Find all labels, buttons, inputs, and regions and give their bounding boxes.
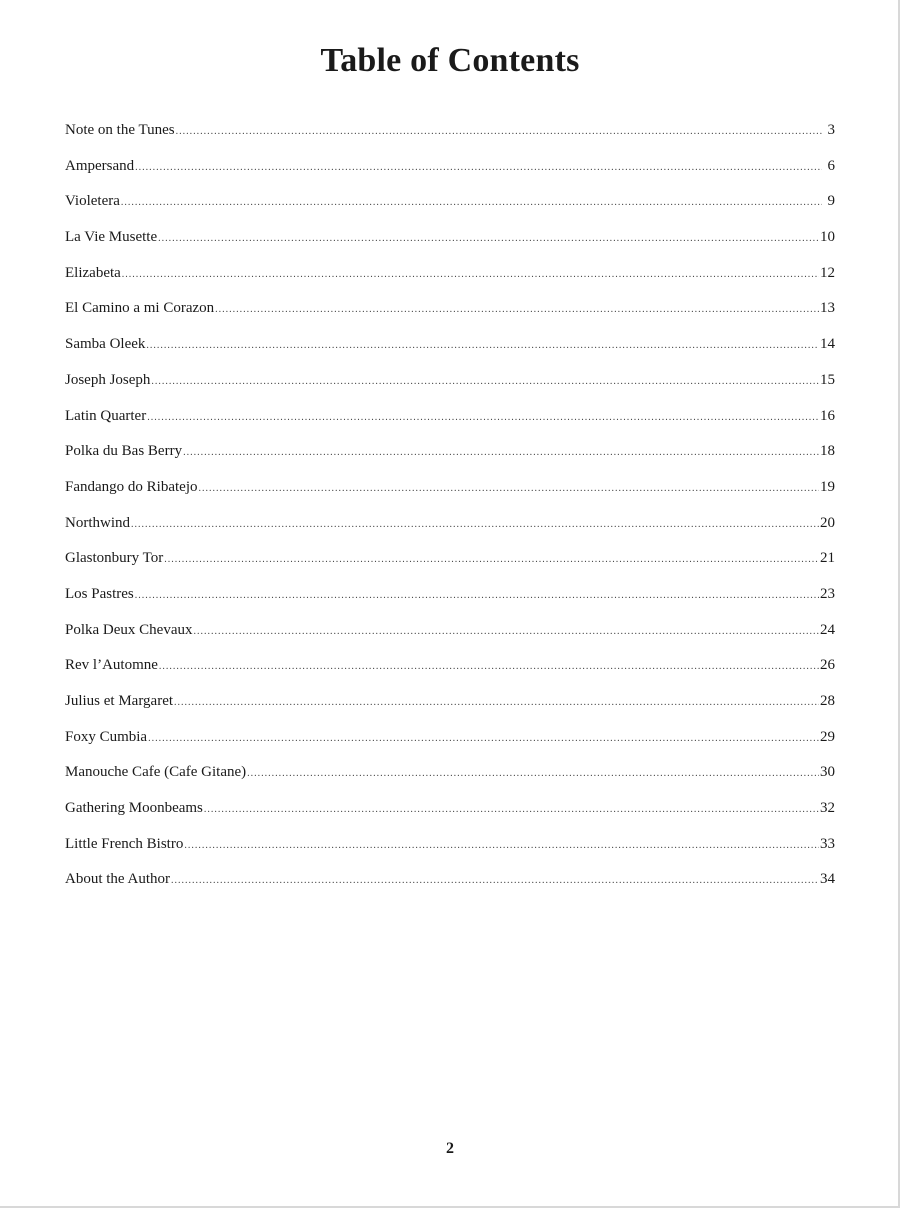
toc-entry-label: Joseph Joseph: [65, 371, 151, 388]
toc-leader-dots: [171, 871, 819, 891]
toc-entry: [65, 834, 835, 870]
toc-entry-label: Gathering Moonbeams: [65, 800, 203, 817]
toc-entry-label: Julius et Margaret: [65, 693, 174, 709]
toc-entry: [65, 727, 835, 763]
toc-entry: [65, 620, 835, 656]
toc-entry: [65, 120, 835, 156]
toc-leader-dots: [198, 479, 819, 499]
toc-leader-dots: [176, 122, 822, 142]
toc-entry-page: 16: [820, 407, 835, 424]
toc-entry-page: 10: [820, 229, 835, 246]
toc-entry: [65, 798, 835, 834]
toc-leader-dots: [247, 764, 819, 784]
toc-entry: [65, 691, 835, 727]
toc-entry-page: 6: [827, 157, 835, 174]
toc-entry-label: Fandango do Ribatejo: [65, 478, 198, 495]
toc-entry-label: Los Pastres: [65, 585, 134, 602]
toc-entry: [65, 513, 835, 549]
toc-leader-dots: [135, 158, 822, 178]
toc-entry: [65, 548, 835, 584]
toc-entry-label: Northwind: [65, 514, 130, 531]
toc-leader-dots: [135, 586, 819, 606]
toc-entry-label: About the Author: [65, 871, 170, 888]
toc-entry-page: 19: [820, 478, 835, 495]
toc-entry-label: Ampersand: [65, 157, 135, 174]
toc-entry-page: 3: [827, 122, 835, 138]
toc-entry-page: 32: [820, 800, 835, 817]
toc-entry: [65, 227, 835, 263]
toc-entry-label: Note on the Tunes: [65, 122, 175, 138]
toc-entry: [65, 370, 835, 406]
toc-entry: [65, 298, 835, 334]
toc-entry-label: Violetera: [65, 193, 120, 210]
toc-entry-page: 34: [820, 871, 835, 888]
toc-entry-page: 21: [820, 550, 835, 567]
toc-leader-dots: [146, 336, 819, 356]
toc-entry-label: Elizabeta: [65, 264, 121, 281]
toc-entry-label: Rev l’Automne: [65, 657, 158, 674]
toc-entry: [65, 441, 835, 477]
toc-entry-label: Manouche Cafe (Cafe Gitane): [65, 764, 247, 781]
toc-entry: [65, 156, 835, 192]
toc-entry-label: La Vie Musette: [65, 229, 158, 246]
toc-leader-dots: [183, 443, 819, 463]
toc-leader-dots: [193, 622, 819, 642]
toc-entry-page: 12: [820, 264, 835, 281]
toc-entry: [65, 191, 835, 227]
toc-entry-page: 28: [820, 693, 835, 709]
toc-entry-page: 18: [820, 443, 835, 460]
toc-entry: [65, 263, 835, 299]
toc-entry-label: Glastonbury Tor: [65, 550, 164, 567]
toc-entry-label: Polka du Bas Berry: [65, 443, 183, 460]
toc-entry: [65, 584, 835, 620]
toc-entry-page: 33: [820, 835, 835, 852]
toc-entry-page: 15: [820, 371, 835, 388]
toc-entry-label: Latin Quarter: [65, 407, 147, 424]
toc-entry-label: Foxy Cumbia: [65, 728, 148, 745]
toc-leader-dots: [164, 550, 819, 570]
toc-leader-dots: [204, 800, 819, 820]
toc-entry-page: 14: [820, 336, 835, 353]
toc-entry-label: Polka Deux Chevaux: [65, 621, 193, 638]
toc-entry-label: Samba Oleek: [65, 336, 146, 353]
toc-entry-page: 29: [820, 728, 835, 745]
toc-leader-dots: [151, 372, 819, 392]
toc-entry-page: 23: [820, 585, 835, 602]
toc-entry-page: 13: [820, 300, 835, 317]
toc-entry-page: 30: [820, 764, 835, 781]
toc-entry: [65, 477, 835, 513]
toc-entry-label: Little French Bistro: [65, 835, 184, 852]
toc-leader-dots: [158, 229, 819, 249]
toc-leader-dots: [215, 300, 819, 320]
toc-entry-page: 20: [820, 514, 835, 531]
toc-entry: [65, 762, 835, 798]
page-number: 2: [446, 1140, 454, 1157]
toc-leader-dots: [122, 265, 819, 285]
toc-entry-page: 24: [820, 621, 835, 638]
toc-entry: [65, 334, 835, 370]
toc-entry: [65, 655, 835, 691]
page-title: Table of Contents: [320, 42, 580, 79]
toc-entry-page: 9: [827, 193, 835, 210]
toc-leader-dots: [184, 836, 819, 856]
toc-leader-dots: [121, 193, 822, 213]
toc-leader-dots: [147, 408, 819, 428]
toc-entry: [65, 406, 835, 442]
toc-leader-dots: [159, 657, 819, 677]
toc-entry: [65, 869, 835, 905]
toc-entry-page: 26: [820, 657, 835, 674]
table-of-contents: [65, 120, 835, 905]
toc-leader-dots: [148, 729, 819, 749]
toc-entry-label: El Camino a mi Corazon: [65, 300, 215, 317]
toc-leader-dots: [174, 693, 819, 713]
toc-leader-dots: [131, 515, 819, 535]
